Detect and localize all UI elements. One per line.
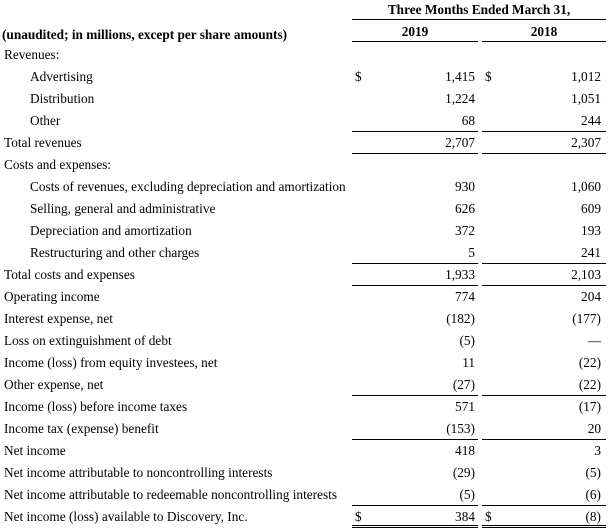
value-2019-text: 5 — [468, 245, 475, 260]
dollar-sign: $ — [355, 509, 362, 524]
value-2019-text: (5) — [459, 487, 475, 502]
table-caption: (unaudited; in millions, except per share amounts) — [2, 27, 288, 42]
row-label: Costs and expenses: — [4, 157, 112, 172]
dollar-sign: $ — [485, 509, 492, 524]
row-label: Other expense, net — [4, 377, 104, 392]
value-2018 — [482, 330, 606, 352]
dollar-sign: $ — [355, 69, 362, 84]
value-2018-text: (22) — [578, 377, 601, 392]
value-2019 — [352, 110, 478, 132]
row-label: Net income — [4, 443, 66, 458]
value-2018 — [482, 176, 606, 198]
value-2018-text: 2,103 — [571, 267, 601, 282]
row-label: Revenues: — [4, 47, 60, 62]
table-row — [0, 242, 608, 264]
value-2019-text: 2,707 — [445, 135, 475, 150]
table-row — [0, 264, 608, 286]
value-2019 — [352, 132, 478, 154]
value-2018 — [482, 44, 606, 66]
dollar-sign: $ — [485, 69, 492, 84]
value-2019 — [352, 352, 478, 374]
value-2019 — [352, 440, 478, 462]
value-2019-text: 372 — [455, 223, 475, 238]
column-header-2019: 2019 — [352, 23, 478, 42]
row-label: Net income attributable to noncontrolling interests — [4, 465, 273, 480]
value-2019 — [352, 396, 478, 418]
table-row — [0, 44, 608, 66]
value-2018 — [482, 396, 606, 418]
value-2019-text: (153) — [446, 421, 475, 436]
value-2018-text: 2,307 — [571, 135, 601, 150]
value-2019-text: 1,415 — [445, 69, 475, 84]
value-2018 — [482, 440, 606, 462]
table-row — [0, 330, 608, 352]
table-row — [0, 462, 608, 484]
value-2019 — [352, 44, 478, 66]
value-2018-text: (5) — [585, 465, 601, 480]
value-2019 — [352, 220, 478, 242]
table-row — [0, 220, 608, 242]
table-row — [0, 352, 608, 374]
value-2019 — [352, 308, 478, 330]
value-2019-text: (29) — [452, 465, 475, 480]
value-2019-text: 626 — [455, 201, 475, 216]
value-2018 — [482, 242, 606, 264]
value-2019 — [352, 88, 478, 110]
value-2018-text: 609 — [581, 201, 601, 216]
value-2019 — [352, 154, 478, 176]
value-2019-text: (182) — [446, 311, 475, 326]
value-2018 — [482, 484, 606, 506]
row-label: Interest expense, net — [4, 311, 113, 326]
value-2018-text: (6) — [585, 487, 601, 502]
value-2018-text: 20 — [587, 421, 601, 436]
table-body — [0, 44, 608, 528]
value-2018 — [482, 66, 606, 88]
row-label: Total revenues — [4, 135, 82, 150]
row-label: Net income attributable to redeemable noncontrolling interests — [4, 487, 338, 502]
value-2018-text: 204 — [581, 289, 601, 304]
value-2019-text: 1,933 — [445, 267, 475, 282]
value-2019-text: 68 — [461, 113, 475, 128]
table-row — [0, 176, 608, 198]
value-2018 — [482, 132, 606, 154]
value-2018-text: 1,012 — [571, 69, 601, 84]
table-row — [0, 484, 608, 506]
row-label: Income tax (expense) benefit — [4, 421, 159, 436]
value-2019 — [352, 198, 478, 220]
value-2019-text: 384 — [455, 509, 475, 524]
value-2018 — [482, 88, 606, 110]
value-2018 — [482, 506, 606, 528]
value-2018-text: 1,051 — [571, 91, 601, 106]
table-row — [0, 418, 608, 440]
row-label: Operating income — [4, 289, 100, 304]
table-row — [0, 308, 608, 330]
row-label: Income (loss) from equity investees, net — [4, 355, 218, 370]
value-2018 — [482, 220, 606, 242]
value-2019 — [352, 176, 478, 198]
value-2018 — [482, 110, 606, 132]
row-label: Depreciation and amortization — [30, 223, 192, 238]
table-row — [0, 506, 608, 528]
value-2019-text: 774 — [455, 289, 475, 304]
value-2018-text: (177) — [572, 311, 601, 326]
row-label: Loss on extinguishment of debt — [4, 333, 172, 348]
table-row — [0, 396, 608, 418]
row-label: Income (loss) before income taxes — [4, 399, 188, 414]
value-2018 — [482, 198, 606, 220]
table-row — [0, 88, 608, 110]
value-2019-text: 11 — [462, 355, 475, 370]
value-2019-text: 418 — [455, 443, 475, 458]
value-2019-text: (5) — [459, 333, 475, 348]
value-2019 — [352, 66, 478, 88]
value-2018-text: — — [587, 333, 601, 348]
value-2019-text: 1,224 — [445, 91, 475, 106]
table-row — [0, 374, 608, 396]
value-2018-text: 244 — [581, 113, 601, 128]
value-2018-text: 193 — [581, 223, 601, 238]
value-2018-text: 1,060 — [571, 179, 601, 194]
value-2019 — [352, 264, 478, 286]
value-2019-text: 930 — [455, 179, 475, 194]
value-2019 — [352, 286, 478, 308]
value-2019-text: (27) — [452, 377, 475, 392]
value-2019 — [352, 462, 478, 484]
table-row — [0, 154, 608, 176]
table-row — [0, 198, 608, 220]
value-2018 — [482, 418, 606, 440]
value-2018 — [482, 374, 606, 396]
column-header-2018: 2018 — [482, 23, 606, 42]
value-2019-text: 571 — [455, 399, 475, 414]
period-header: Three Months Ended March 31, — [352, 1, 606, 20]
value-2018 — [482, 308, 606, 330]
row-label: Costs of revenues, excluding depreciation and amortization — [30, 179, 346, 194]
value-2019 — [352, 242, 478, 264]
value-2018 — [482, 154, 606, 176]
table-row — [0, 440, 608, 462]
row-label: Net income (loss) available to Discovery, Inc. — [4, 509, 248, 524]
value-2018 — [482, 264, 606, 286]
value-2018-text: (22) — [578, 355, 601, 370]
row-label: Restructuring and other charges — [30, 245, 200, 260]
table-row — [0, 110, 608, 132]
row-label: Total costs and expenses — [4, 267, 135, 282]
value-2018-text: (17) — [578, 399, 601, 414]
table-row — [0, 286, 608, 308]
row-label: Distribution — [30, 91, 95, 106]
value-2018-text: 241 — [581, 245, 601, 260]
value-2019 — [352, 374, 478, 396]
value-2018-text: (8) — [585, 509, 601, 524]
value-2018-text: 3 — [594, 443, 601, 458]
value-2019 — [352, 484, 478, 506]
value-2018 — [482, 462, 606, 484]
value-2019 — [352, 506, 478, 528]
row-label: Selling, general and administrative — [30, 201, 216, 216]
table-row — [0, 66, 608, 88]
row-label: Advertising — [30, 69, 93, 84]
value-2018 — [482, 352, 606, 374]
value-2019 — [352, 418, 478, 440]
table-row — [0, 132, 608, 154]
row-label: Other — [30, 113, 61, 128]
value-2018 — [482, 286, 606, 308]
value-2019 — [352, 330, 478, 352]
